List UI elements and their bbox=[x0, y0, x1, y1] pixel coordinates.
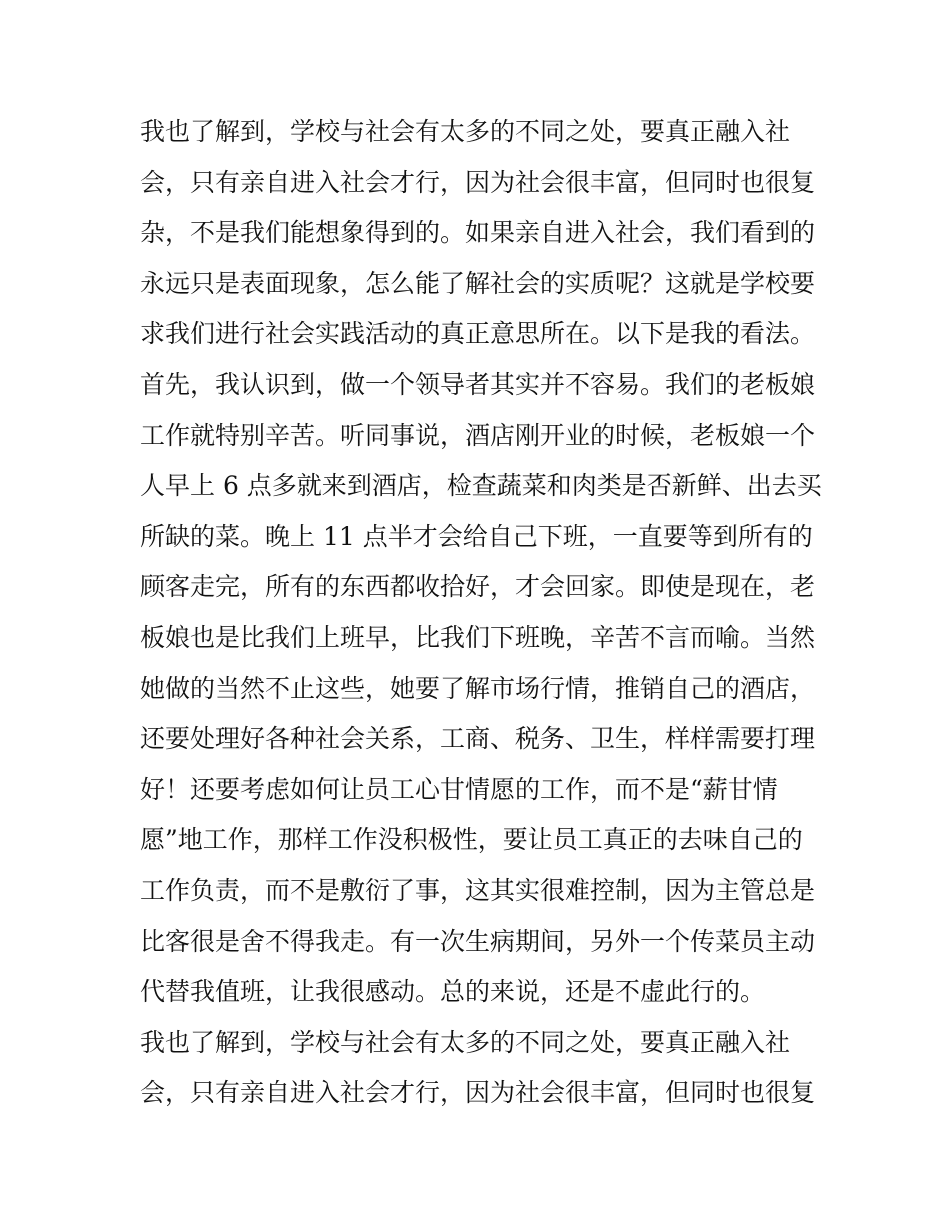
text-line-1: 我也了解到，学校与社会有太多的不同之处，要真正融入社 bbox=[140, 117, 791, 146]
text-line-12: 她做的当然不止这些，她要了解市场行情，推销自己的酒店， bbox=[140, 673, 816, 703]
text-line-9: 所缺的菜。晚上 11 点半才会给自己下班，一直要等到所有的 bbox=[140, 521, 813, 551]
text-line-6: 首先，我认识到，做一个领导者其实并不容易。我们的老板娘 bbox=[140, 369, 816, 399]
text-line-20: 会，只有亲自进入社会才行，因为社会很丰富，但同时也很复 bbox=[140, 1078, 816, 1108]
text-line-19: 我也了解到，学校与社会有太多的不同之处，要真正融入社 bbox=[140, 1027, 791, 1057]
text-line-11: 板娘也是比我们上班早，比我们下班晚，辛苦不言而喻。当然 bbox=[140, 622, 816, 652]
text-line-8: 人早上 6 点多就来到酒店，检查蔬菜和肉类是否新鲜、出去买 bbox=[140, 471, 822, 501]
text-line-15: 愿”地工作，那样工作没积极性，要让员工真正的去味自己的 bbox=[140, 825, 803, 855]
text-line-18: 代替我值班，让我很感动。总的来说，还是不虚此行的。 bbox=[140, 977, 766, 1007]
text-line-16: 工作负责，而不是敷衍了事，这其实很难控制，因为主管总是 bbox=[140, 875, 816, 905]
text-line-10: 顾客走完，所有的东西都收拾好，才会回家。即使是现在，老 bbox=[140, 572, 816, 602]
text-line-5: 求我们进行社会实践活动的真正意思所在。以下是我的看法。 bbox=[140, 319, 816, 349]
text-line-14: 好！还要考虑如何让员工心甘情愿的工作，而不是“薪甘情 bbox=[140, 774, 778, 804]
text-line-2: 会，只有亲自进入社会才行，因为社会很丰富，但同时也很复 bbox=[140, 167, 816, 197]
text-line-3: 杂，不是我们能想象得到的。如果亲自进入社会，我们看到的 bbox=[140, 218, 816, 248]
text-line-17: 比客很是舍不得我走。有一次生病期间，另外一个传菜员主动 bbox=[140, 926, 816, 956]
text-line-4: 永远只是表面现象，怎么能了解社会的实质呢？这就是学校要 bbox=[140, 268, 816, 298]
body-text bbox=[140, 107, 830, 1119]
text-line-13: 还要处理好各种社会关系，工商、税务、卫生，样样需要打理 bbox=[140, 724, 816, 754]
text-line-7: 工作就特别辛苦。听同事说，酒店刚开业的时候，老板娘一个 bbox=[140, 420, 816, 450]
